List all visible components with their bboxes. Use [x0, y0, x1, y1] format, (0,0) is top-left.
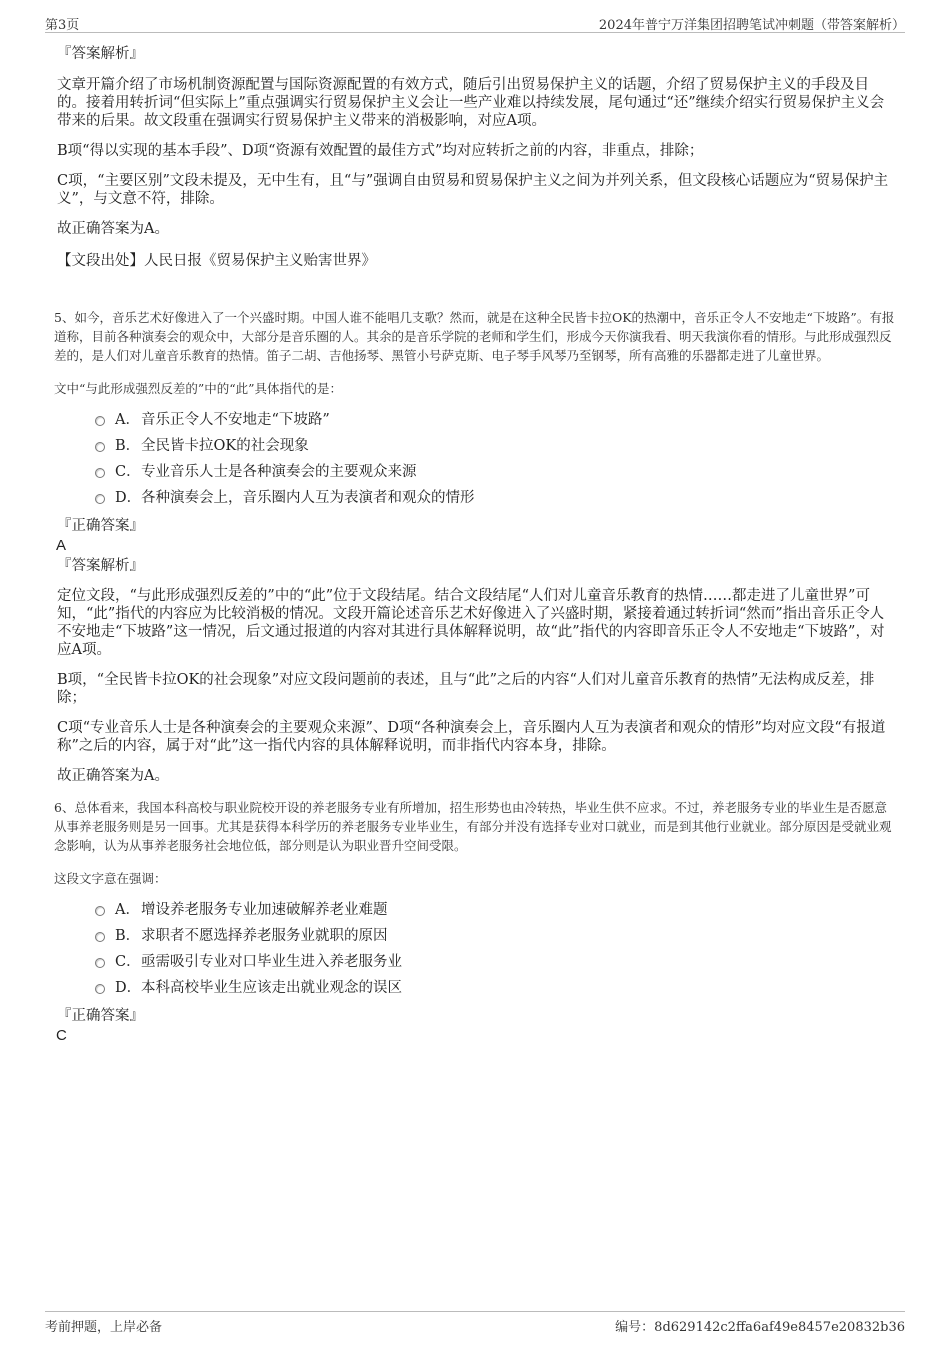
question-5-options: [95, 411, 897, 515]
conclusion: 故正确答案为A。: [57, 221, 169, 237]
footer-slogan: 考前押题，上岸必备: [45, 1320, 163, 1335]
question-6-prompt: 这段文字意在强调：: [54, 871, 167, 886]
question-5-prompt: 文中“与此形成强烈反差的”中的“此”具体指代的是：: [54, 381, 343, 396]
source-citation: 【文段出处】人民日报《贸易保护主义贻害世界》: [57, 253, 376, 269]
radio-icon[interactable]: [95, 906, 105, 916]
analysis-heading: 『答案解析』: [57, 558, 144, 574]
question-5-text: 5、如今，音乐艺术好像进入了一个兴盛时期。中国人谁不能唱几支歌？然而，就是在这种全民皆卡拉OK的热潮中，音乐正令人不安地走“下坡路”。有报道称，目前各种演奏会的观众中，大部分是音乐圈的人。其余的是音乐学院的老师和学生们，形成今天你演我看、明天我演你看的情形。与此形成强烈反差的，是人们对儿童音乐教育的热情。笛子二胡、吉他扬琴、黑管小号萨克斯、电子琴手风琴乃至钢琴，所有高雅的乐器都走进了儿童世界。: [54, 310, 895, 363]
radio-icon[interactable]: [95, 442, 105, 452]
conclusion: 故正确答案为A。: [57, 768, 169, 784]
option-d[interactable]: D．本科高校毕业生应该走出就业观念的误区: [95, 979, 897, 1005]
radio-icon[interactable]: [95, 958, 105, 968]
option-b[interactable]: B．全民皆卡拉OK的社会现象: [95, 437, 897, 463]
radio-icon[interactable]: [95, 984, 105, 994]
correct-answer-heading: 『正确答案』: [57, 518, 144, 534]
analysis-paragraph: 文章开篇介绍了市场机制资源配置与国际资源配置的有效方式，随后引出贸易保护主义的话题，介绍了贸易保护主义的手段及目的。接着用转折词“但实际上”重点强调实行贸易保护主义会让一些产业难以持续发展，尾句通过“还”继续介绍实行贸易保护主义会带来的后果。故文段重在强调实行贸易保护主义带来的消极影响，对应A项。: [57, 77, 885, 129]
analysis-paragraph: B项“得以实现的基本手段”、D项“资源有效配置的最佳方式”均对应转折之前的内容，非重点，排除；: [57, 143, 704, 159]
analysis-paragraph: C项“专业音乐人士是各种演奏会的主要观众来源”、D项“各种演奏会上，音乐圈内人互为表演者和观众的情形”均对应文段“有报道称”之后的内容，属于对“此”这一指代内容的具体解释说明，而非指代内容本身，排除。: [57, 720, 886, 754]
document-title: 2024年普宁万洋集团招聘笔试冲刺题（带答案解析）: [598, 18, 905, 33]
question-6-options: [95, 901, 897, 1005]
page-number: 第3页: [45, 18, 80, 33]
correct-answer: C: [56, 1027, 67, 1044]
page-header: [45, 12, 905, 33]
radio-icon[interactable]: [95, 416, 105, 426]
option-d[interactable]: D．各种演奏会上，音乐圈内人互为表演者和观众的情形: [95, 489, 897, 515]
option-a[interactable]: A．音乐正令人不安地走“下坡路”: [95, 411, 897, 437]
radio-icon[interactable]: [95, 494, 105, 504]
option-b[interactable]: B．求职者不愿选择养老服务业就职的原因: [95, 927, 897, 953]
option-c[interactable]: C．亟需吸引专业对口毕业生进入养老服务业: [95, 953, 897, 979]
analysis-heading: 『答案解析』: [57, 46, 144, 62]
analysis-paragraph: B项，“全民皆卡拉OK的社会现象”对应文段问题前的表述，且与“此”之后的内容“人们对儿童音乐教育的热情”无法构成反差，排除；: [57, 672, 875, 706]
option-a[interactable]: A．增设养老服务专业加速破解养老业难题: [95, 901, 897, 927]
correct-answer-heading: 『正确答案』: [57, 1008, 144, 1024]
analysis-paragraph: 定位文段，“与此形成强烈反差的”中的“此”位于文段结尾。结合文段结尾“人们对儿童音乐教育的热情……都走进了儿童世界”可知，“此”指代的内容应为比较消极的情况。文段开篇论述音乐艺术好像进入了兴盛时期，紧接着通过转折词“然而”指出音乐正令人不安地走“下坡路”这一情况，后文通过报道的内容对其进行具体解释说明，故“此”指代的内容即音乐正令人不安地走“下坡路”，对应A项。: [57, 588, 885, 658]
correct-answer: A: [56, 537, 67, 554]
question-6-text: 6、总体看来，我国本科高校与职业院校开设的养老服务专业有所增加，招生形势也由冷转热，毕业生供不应求。不过，养老服务专业的毕业生是否愿意从事养老服务则是另一回事。尤其是获得本科学历的养老服务专业毕业生，有部分并没有选择专业对口就业，而是到其他行业就业。部分原因是受就业观念影响，认为从事养老服务社会地位低，部分则是认为职业晋升空间受限。: [54, 800, 892, 853]
option-c[interactable]: C．专业音乐人士是各种演奏会的主要观众来源: [95, 463, 897, 489]
page-footer: [45, 1311, 905, 1334]
radio-icon[interactable]: [95, 932, 105, 942]
document-code: 编号：8d629142c2ffa6af49e8457e20832b36: [615, 1320, 905, 1335]
page-content: [54, 44, 897, 1045]
radio-icon[interactable]: [95, 468, 105, 478]
analysis-paragraph: C项，“主要区别”文段未提及，无中生有，且“与”强调自由贸易和贸易保护主义之间为并列关系，但文段核心话题应为“贸易保护主义”，与文意不符，排除。: [57, 173, 889, 207]
